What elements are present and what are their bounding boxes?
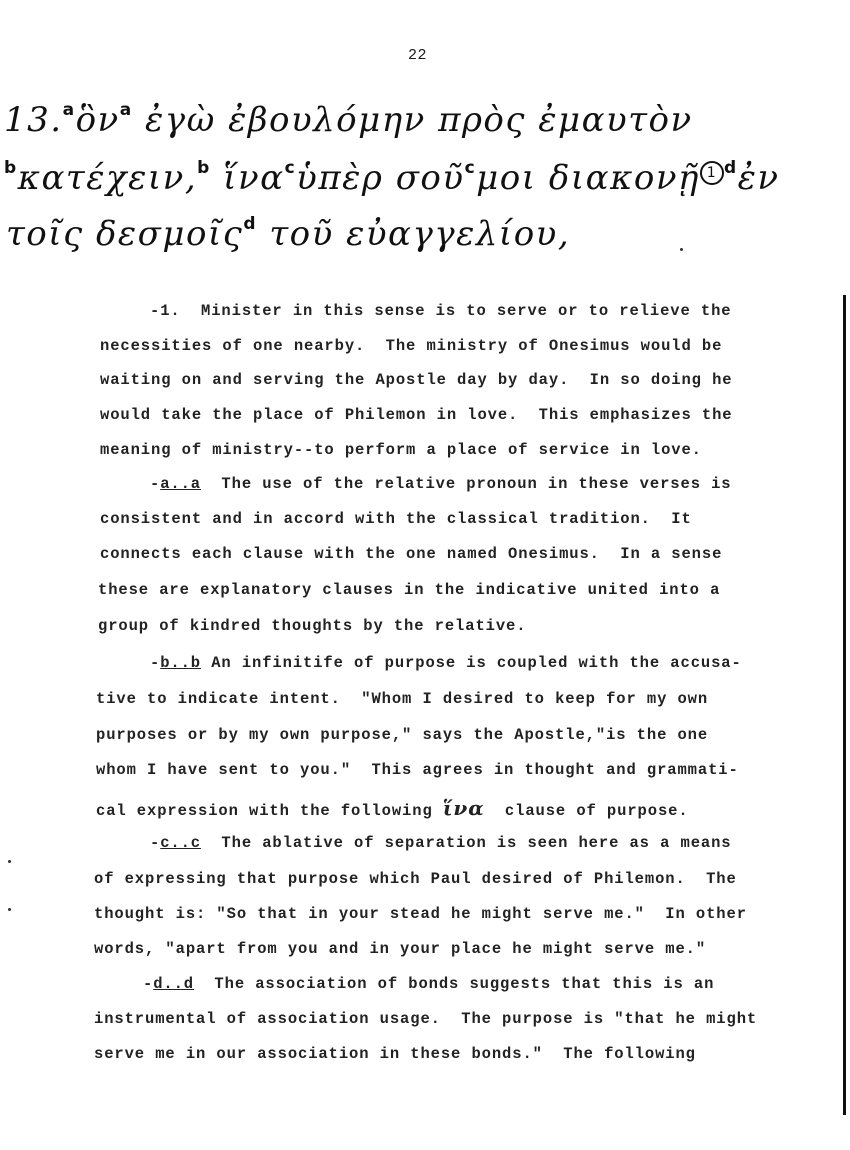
text-line: -c..c The ablative of separation is seen here as a means [150,834,732,852]
footnote-marker: d [243,213,257,234]
text-line: of expressing that purpose which Paul desired of Philemon. The [94,870,737,888]
greek-verse-line-2 [4,158,834,198]
greek-word: ἵνα [223,158,285,198]
note-marker: d..d [153,975,195,993]
text-span: The ablative of separation is seen here as a means [201,834,732,852]
scan-speck [680,248,683,251]
text-span: cal expression with the following [96,802,443,820]
text-line: consistent and in accord with the classical tradition. It [100,510,692,528]
greek-words: ἐγὼ ἐβουλόμην πρὸς ἐμαυτὸν [145,100,693,140]
text-line: -b..b An infinitife of purpose is coupled with the accusa- [150,654,742,672]
page-number: 22 [408,47,428,64]
footnote-marker: b [197,157,211,178]
text-span: clause of purpose. [484,802,689,820]
text-line: would take the place of Philemon in love. This emphasizes the [100,406,733,424]
greek-words: τοῦ εὐαγγελίου, [269,214,571,254]
greek-word: ἐν [737,158,780,198]
text-line: whom I have sent to you." This agrees in thought and grammati- [96,761,739,779]
footnote-marker: a [119,99,133,120]
text-line: group of kindred thoughts by the relative. [98,617,527,635]
text-line: words, "apart from you and in your place he might serve me." [94,940,707,958]
footnote-marker: c [464,157,477,178]
text-line: waiting on and serving the Apostle day by day. In so doing he [100,371,733,389]
note-marker: a..a [160,475,202,493]
text-span: The association of bonds suggests that this is an [194,975,715,993]
text-line: necessities of one nearby. The ministry of Onesimus would be [100,337,723,355]
text-span: An infinitife of purpose is coupled with the accusa- [201,654,742,672]
text-line: -d..d The association of bonds suggests that this is an [143,975,715,993]
footnote-marker: b [4,157,18,178]
text-line: thought is: "So that in your stead he might serve me." In other [94,905,747,923]
scan-speck [8,860,11,863]
text-line: these are explanatory clauses in the indicative united into a [98,581,721,599]
text-span: The use of the relative pronoun in these verses is [201,475,732,493]
scan-speck [8,908,11,911]
greek-verse-line-1 [4,100,834,140]
text-line: tive to indicate intent. "Whom I desired to keep for my own [96,690,709,708]
footnote-marker: c [284,157,297,178]
greek-words: τοῖς δεσμοῖς [6,214,244,254]
note-marker: c..c [160,834,202,852]
greek-word: ἵνα [442,796,485,820]
footnote-marker: a [62,99,76,120]
scan-edge-shadow [843,295,846,1115]
text-line: connects each clause with the one named Onesimus. In a sense [100,545,723,563]
verse-number: 13. [4,100,63,140]
text-line: -a..a The use of the relative pronoun in these verses is [150,475,732,493]
text-line [96,796,689,820]
text-line: -1. Minister in this sense is to serve or to relieve the [150,302,732,320]
greek-words: μοι διακονῇ [476,158,700,198]
footnote-marker: d [723,157,738,178]
note-marker: b..b [160,654,202,672]
text-line: meaning of ministry--to perform a place of service in love. [100,441,702,459]
text-line: purposes or by my own purpose," says the Apostle,"is the one [96,726,709,744]
circled-note-marker: 1 [700,161,724,185]
greek-verse-line-3 [6,214,836,254]
greek-words: ὑπὲρ σοῦ [296,158,465,198]
greek-word: κατέχειν, [17,158,198,198]
text-line: serve me in our association in these bonds." The following [94,1045,696,1063]
greek-word: ὃν [75,100,120,140]
text-line: instrumental of association usage. The purpose is "that he might [94,1010,758,1028]
